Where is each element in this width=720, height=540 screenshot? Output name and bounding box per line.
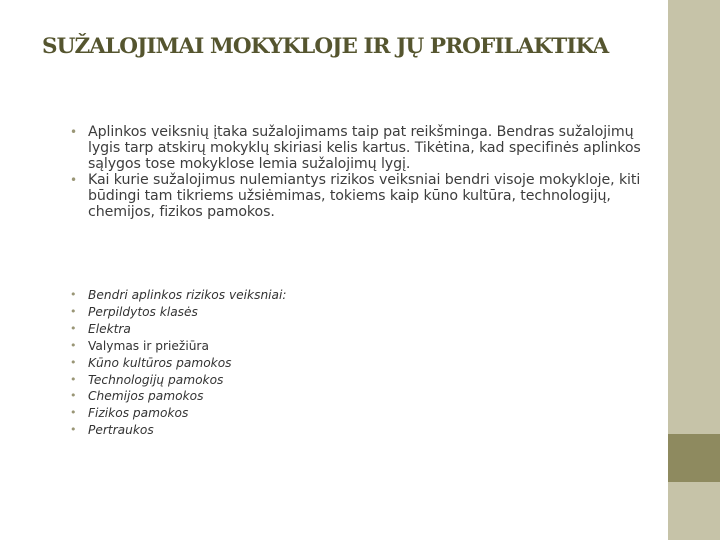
factor-text: Elektra bbox=[88, 321, 131, 336]
bullet-icon: • bbox=[70, 406, 77, 420]
bullet-icon: • bbox=[70, 288, 77, 301]
bullet-icon: • bbox=[70, 355, 77, 369]
list-item bbox=[70, 338, 430, 355]
list-item bbox=[70, 287, 430, 304]
bullet-icon: • bbox=[70, 321, 77, 335]
factor-text: Kūno kultūros pamokos bbox=[88, 355, 232, 370]
bullet-icon: • bbox=[70, 125, 77, 139]
bullet-icon: • bbox=[70, 423, 77, 437]
list-item bbox=[70, 372, 430, 389]
risk-factors-list bbox=[70, 287, 430, 439]
list-item bbox=[70, 172, 650, 220]
bullet-icon: • bbox=[70, 173, 77, 187]
paragraph-text: Aplinkos veiksnių įtaka sužalojimams taip pat reikšminga. Bendras sužalojimų lygis tarp atskirų mokyklų skiriasi kelis kartus. Tikėtina, kad specifinės aplinkos sąlygos tose mokyklose lemia sužalojimų lygį. bbox=[88, 124, 641, 172]
list-item bbox=[70, 355, 430, 372]
bullet-icon: • bbox=[70, 389, 77, 403]
list-item bbox=[70, 124, 650, 172]
factor-text: Chemijos pamokos bbox=[88, 389, 204, 404]
list-item bbox=[70, 388, 430, 405]
factor-text: Fizikos pamokos bbox=[88, 406, 189, 421]
list-item bbox=[70, 321, 430, 338]
decorative-side-block bbox=[668, 434, 720, 482]
bullet-icon: • bbox=[70, 372, 77, 386]
slide-title: SUŽALOJIMAI MOKYKLOJE IR JŲ PROFILAKTIKA bbox=[42, 34, 609, 59]
list-item bbox=[70, 304, 430, 321]
list-item bbox=[70, 405, 430, 422]
factor-text: Perpildytos klasės bbox=[88, 304, 198, 319]
paragraph-text: Kai kurie sužalojimus nulemiantys rizikos veiksniai bendri visoje mokykloje, kiti būdingi tam tikriems užsiėmimas, tokiems kaip kūno kultūra, technologijų, chemijos, fizikos pamokos. bbox=[88, 172, 641, 220]
factor-text: Technologijų pamokos bbox=[88, 372, 224, 387]
bullet-icon: • bbox=[70, 338, 77, 352]
factor-text: Bendri aplinkos rizikos veiksniai: bbox=[88, 288, 287, 302]
bullet-icon: • bbox=[70, 304, 77, 318]
list-item bbox=[70, 422, 430, 439]
main-bullet-list bbox=[70, 124, 650, 220]
factor-text: Valymas ir priežiūra bbox=[88, 338, 209, 353]
factor-text: Pertraukos bbox=[88, 423, 154, 438]
